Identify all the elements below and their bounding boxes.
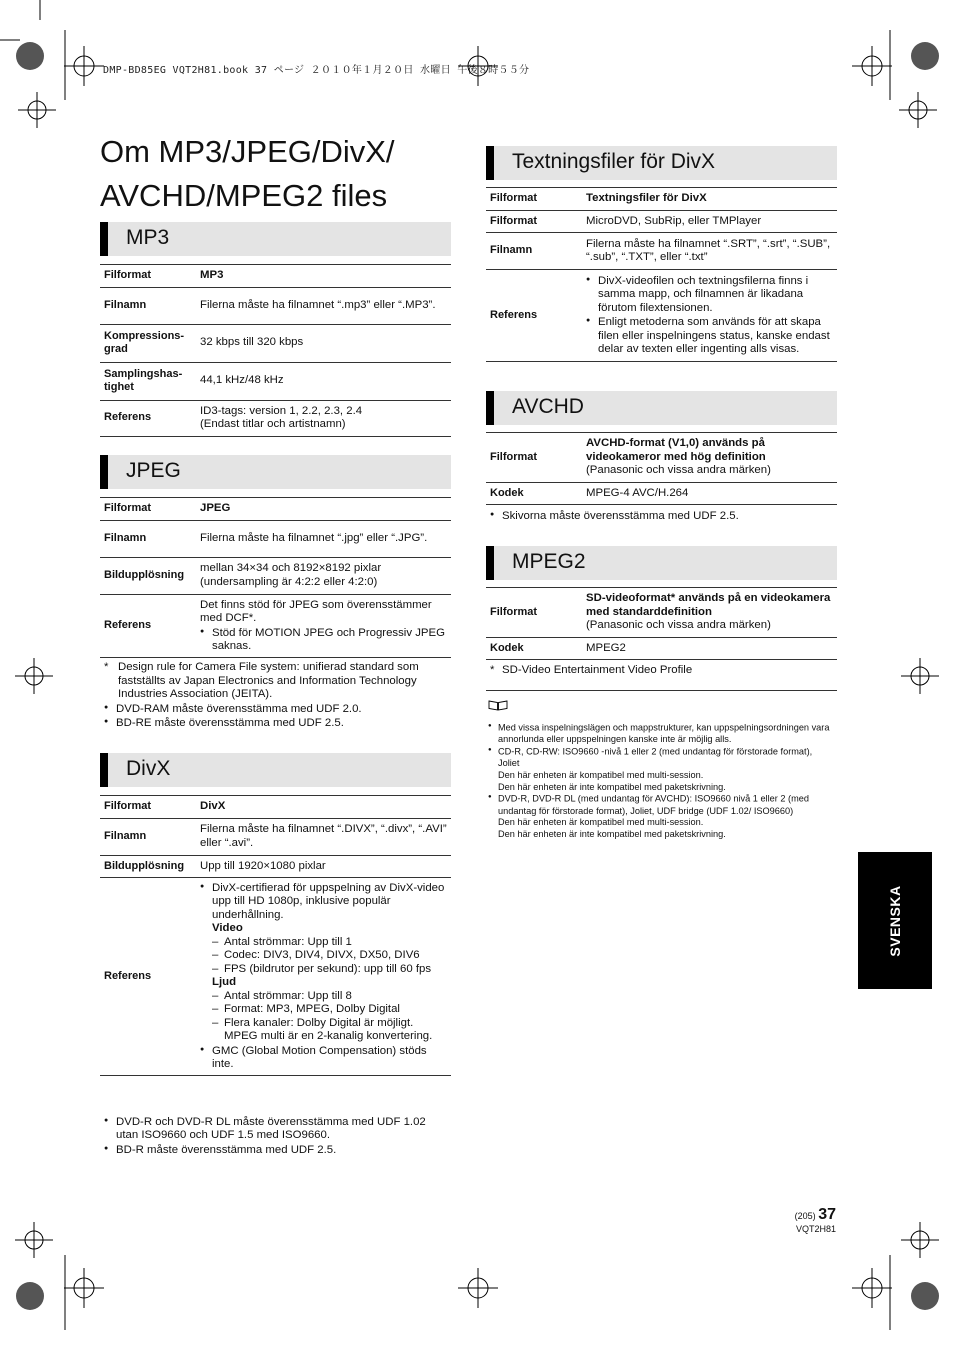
avchd-heading: AVCHD — [486, 391, 837, 425]
table-row: Filformat SD-videoformat* används på en videokamera med standarddefinition (Panasonic och vissa andra märken) — [486, 588, 837, 638]
table-row: Kodek MPEG-4 AVC/H.264 — [486, 482, 837, 505]
page-sub: (205) — [794, 1211, 816, 1221]
table-row: Kodek MPEG2 — [486, 637, 837, 660]
language-tab: SVENSKA — [858, 852, 932, 989]
table-row: Filformat MP3 — [100, 265, 451, 288]
table-row: Filnamn Filerna måste ha filnamnet “.SRT”, “.srt”, “.SUB”, “.sub”, “.TXT”, eller “.txt” — [486, 233, 837, 270]
page-number: 37 — [818, 1206, 836, 1223]
book-icon — [488, 700, 508, 711]
print-header: DMP-BD85EG VQT2H81.book 37 ページ ２０１０年１月２０日 水曜日 午後８時５５分 — [103, 65, 530, 76]
table-row: Filformat Textningsfiler för DivX — [486, 188, 837, 211]
jpeg-heading: JPEG — [100, 455, 451, 489]
table-row: Filnamn Filerna måste ha filnamnet “.jpg” eller “.JPG”. — [100, 520, 451, 557]
mp3-heading: MP3 — [100, 222, 451, 256]
table-row: Filformat MicroDVD, SubRip, eller TMPlayer — [486, 210, 837, 233]
divx-table — [100, 795, 451, 1076]
mpeg2-heading: MPEG2 — [486, 546, 837, 580]
mpeg2-notes: * SD-Video Entertainment Video Profile — [490, 664, 693, 676]
page-code: VQT2H81 — [795, 1224, 836, 1234]
divider — [486, 690, 837, 691]
subtitles-heading: Textningsfiler för DivX — [486, 146, 837, 180]
mp3-table — [100, 264, 451, 437]
divx-heading: DivX — [100, 753, 451, 787]
table-row: Kompressions-grad 32 kbps till 320 kbps — [100, 324, 451, 362]
avchd-table — [486, 432, 837, 505]
page-title: Om MP3/JPEG/DivX/ AVCHD/MPEG2 files — [100, 134, 395, 213]
table-row: Bildupplösning mellan 34×34 och 8192×8192 pixlar (undersampling är 4:2:2 eller 4:2:0) — [100, 557, 451, 594]
page-number-block — [795, 1206, 836, 1234]
table-row: Filformat AVCHD-format (V1,0) används på videokameror med hög definition (Panasonic och vissa andra märken) — [486, 433, 837, 483]
jpeg-table — [100, 497, 451, 658]
table-row: Filnamn Filerna måste ha filnamnet “.mp3” eller “.MP3”. — [100, 287, 451, 324]
mpeg2-table — [486, 587, 837, 660]
subtitles-table — [486, 187, 837, 362]
table-row: Filformat DivX — [100, 796, 451, 819]
table-row: Referens ● DivX-videofilen och textningsfilerna finns i samma mapp, och filnamnen är likadana förutom filextensionen. ● Enligt metoderna som används för att skapa filen eller inspelningens status, kanske endast delar av texten eller ingenting alls visas. — [486, 270, 837, 362]
disc-notes: ● Med vissa inspelningslägen och mappstrukturer, kan uppspelningsordningen vara annorlunda eller uppspelningen kanske inte är möjlig alls. ● CD-R, CD-RW: ISO9660 -nivå 1 eller 2 (med undantag för förstorade format), Joliet Den här enheten är kompatibel med multi-session. Den här enheten är inte kompatibel med paketskrivning. ● DVD-R, DVD-R DL (med undantag för AVCHD): ISO9660 nivå 1 eller 2 (med undantag för förstorade format), Joliet, UDF bridge (UDF 1.02/ ISO9660) Den här enheten är kompatibel med multi-session. Den här enheten är inte kompatibel med paketskrivning. — [488, 722, 834, 841]
table-row: Referens Det finns stöd för JPEG som överensstämmer med DCF*. ● Stöd för MOTION JPEG och Progressiv JPEG saknas. — [100, 594, 451, 658]
table-row: Bildupplösning Upp till 1920×1080 pixlar — [100, 855, 451, 878]
table-row: Filformat JPEG — [100, 498, 451, 521]
divx-notes: ● DVD-R och DVD-R DL måste överensstämma med UDF 1.02 utan ISO9660 och UDF 1.5 med ISO9660. ● BD-R måste överensstämma med UDF 2.5. — [104, 1115, 440, 1157]
avchd-notes: ● Skivorna måste överensstämma med UDF 2.5. — [490, 509, 830, 523]
table-row: Samplingshas-tighet 44,1 kHz/48 kHz — [100, 362, 451, 400]
table-row: Referens ● DivX-certifierad för uppspelning av DivX-video upp till HD 1080p, inklusive populär underhållning. Video – Antal strömmar: Upp till 1 – Codec: DIV3, DIV4, DIVX, DX50, DIV6 – FPS (bildrutor per sekund): upp till 60 fps Ljud – Antal strömmar: Upp till 8 – Format: MP3, MPEG, Dolby Digital – Flera kanaler: Dolby Digital är möjligt. MPEG multi är en 2-kanalig konvertering. ● GMC (Global Motion Compensation) stöds inte. — [100, 878, 451, 1076]
table-row: Referens ID3-tags: version 1, 2.2, 2.3, 2.4 (Endast titlar och artistnamn) — [100, 400, 451, 436]
jpeg-notes: * Design rule for Camera File system: unifierad standard som fastställts av Japan Electronics and Information Technology Industries Association (JEITA). ● DVD-RAM måste överensstämma med UDF 2.0. ● BD-RE måste överensstämma med UDF 2.5. — [104, 661, 434, 730]
table-row: Filnamn Filerna måste ha filnamnet “.DIVX”, “.divx”, “.AVI” eller “.avi”. — [100, 818, 451, 855]
